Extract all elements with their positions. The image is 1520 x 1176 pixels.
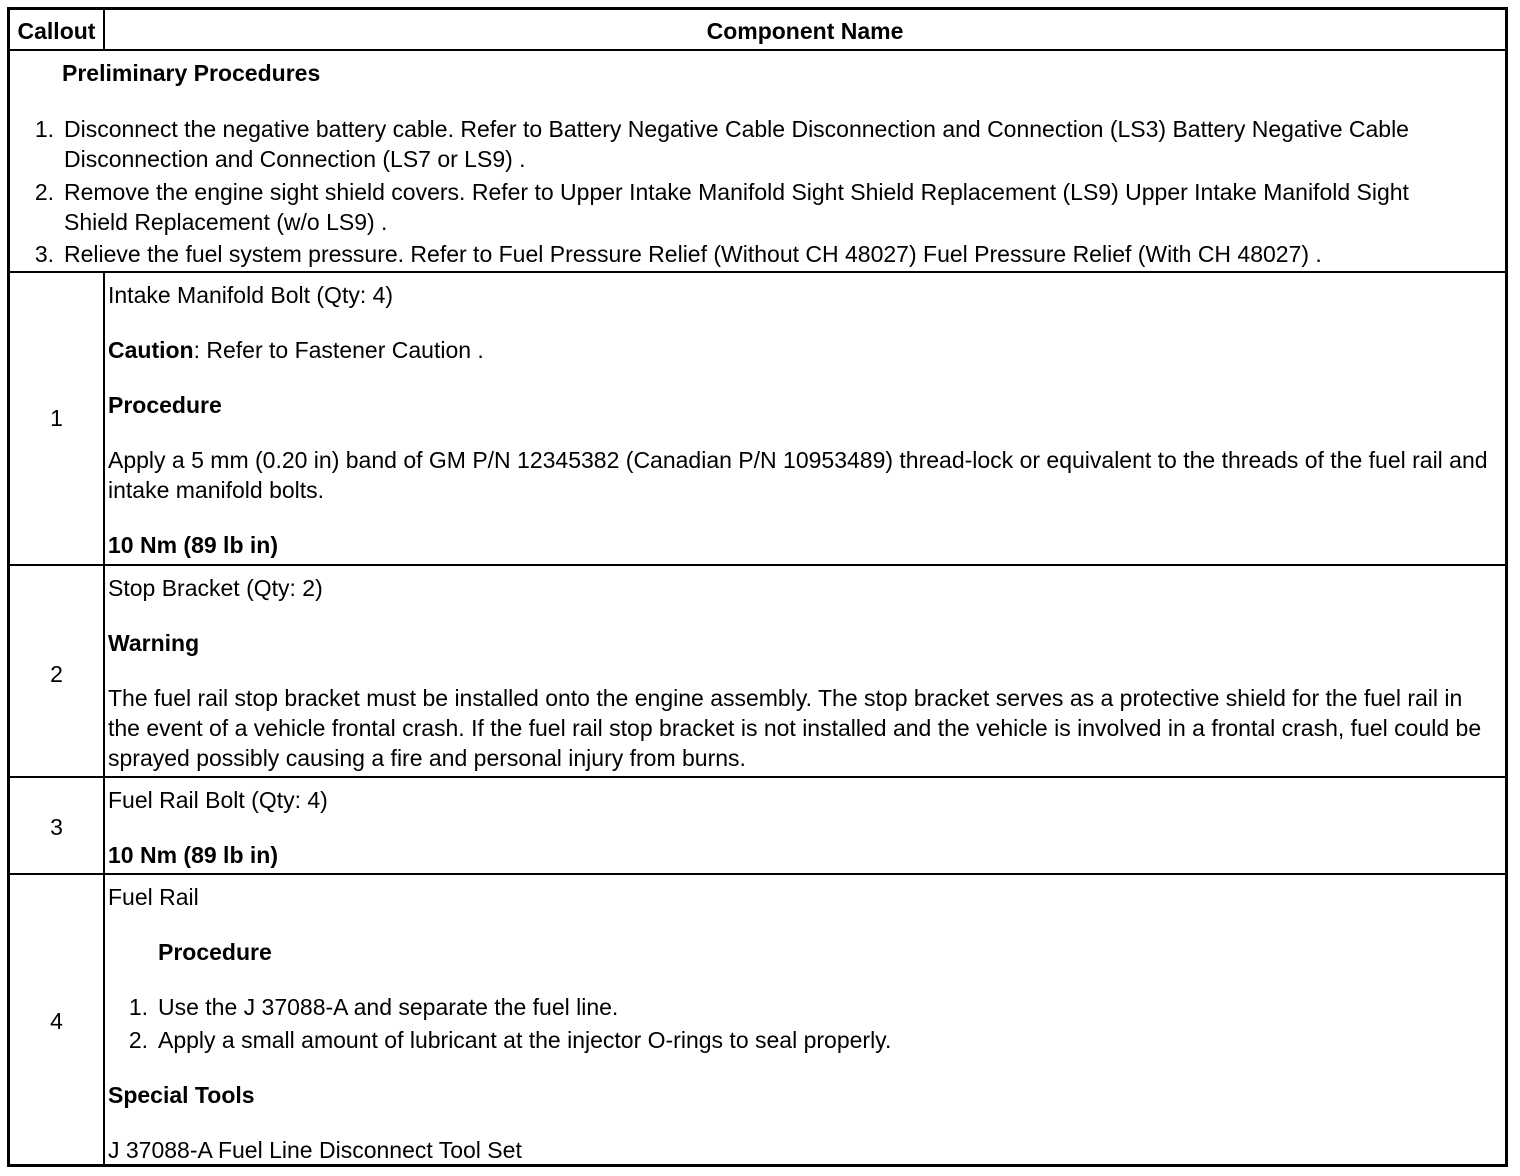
special-tools-label: Special Tools	[108, 1082, 255, 1108]
callout-number: 3	[50, 814, 63, 840]
step-text: Apply a small amount of lubricant at the injector O-rings to seal properly.	[158, 1027, 892, 1053]
callout-header: Callout	[17, 18, 96, 44]
procedure-label: Procedure	[158, 939, 272, 965]
special-tools-text: J 37088-A Fuel Line Disconnect Tool Set	[108, 1137, 522, 1163]
component-cell	[108, 778, 1498, 873]
torque-spec: 10 Nm (89 lb in)	[108, 842, 278, 868]
component-cell	[108, 273, 1498, 564]
table-row	[10, 566, 1505, 776]
component-table	[7, 7, 1508, 1167]
callout-number: 1	[50, 405, 63, 431]
callout-number: 2	[50, 661, 63, 687]
table-row	[10, 875, 1505, 1165]
step-text: Disconnect the negative battery cable. Refer to Battery Negative Cable Disconnection and Connection (LS3) Battery Negative Cable Disconnection and Connection (LS7 or LS9) .	[64, 116, 1409, 172]
callout-number: 4	[50, 1008, 63, 1034]
step-number: 1.	[34, 116, 54, 142]
preliminary-procedures-title: Preliminary Procedures	[62, 60, 321, 86]
component-cell	[108, 566, 1498, 776]
component-name: Stop Bracket (Qty: 2)	[108, 575, 323, 601]
component-name: Fuel Rail	[108, 884, 199, 910]
torque-spec: 10 Nm (89 lb in)	[108, 532, 278, 558]
step-text: Relieve the fuel system pressure. Refer to Fuel Pressure Relief (Without CH 48027) Fuel Pressure Relief (With CH 48027) .	[64, 241, 1322, 267]
caution-label: Caution	[108, 337, 194, 363]
table-row	[10, 778, 1505, 873]
caution-line	[108, 335, 1498, 365]
component-name: Intake Manifold Bolt (Qty: 4)	[108, 282, 394, 308]
step-number: 2.	[128, 1027, 148, 1053]
header-divider	[10, 49, 1505, 51]
procedure-text: Apply a 5 mm (0.20 in) band of GM P/N 12345382 (Canadian P/N 10953489) thread-lock or equivalent to the threads of the fuel rail and intake manifold bolts.	[108, 447, 1488, 503]
warning-text: The fuel rail stop bracket must be installed onto the engine assembly. The stop bracket serves as a protective shield for the fuel rail in the event of a vehicle frontal crash. If the fuel rail stop bracket is not installed and the vehicle is involved in a frontal crash, fuel could be sprayed possibly causing a fire and personal injury from burns.	[108, 685, 1482, 771]
table-row	[10, 273, 1505, 564]
procedure-label: Procedure	[108, 392, 222, 418]
component-name: Fuel Rail Bolt (Qty: 4)	[108, 787, 328, 813]
warning-label: Warning	[108, 630, 200, 656]
caution-text: : Refer to Fastener Caution .	[193, 337, 484, 363]
step-number: 3.	[34, 241, 54, 267]
component-name-header: Component Name	[706, 18, 904, 44]
step-text: Use the J 37088-A and separate the fuel line.	[158, 994, 619, 1020]
step-number: 2.	[34, 179, 54, 205]
step-text: Remove the engine sight shield covers. Refer to Upper Intake Manifold Sight Shield Replacement (LS9) Upper Intake Manifold Sight Shield Replacement (w/o LS9) .	[64, 179, 1409, 235]
step-number: 1.	[128, 994, 148, 1020]
component-cell	[108, 875, 1498, 1165]
